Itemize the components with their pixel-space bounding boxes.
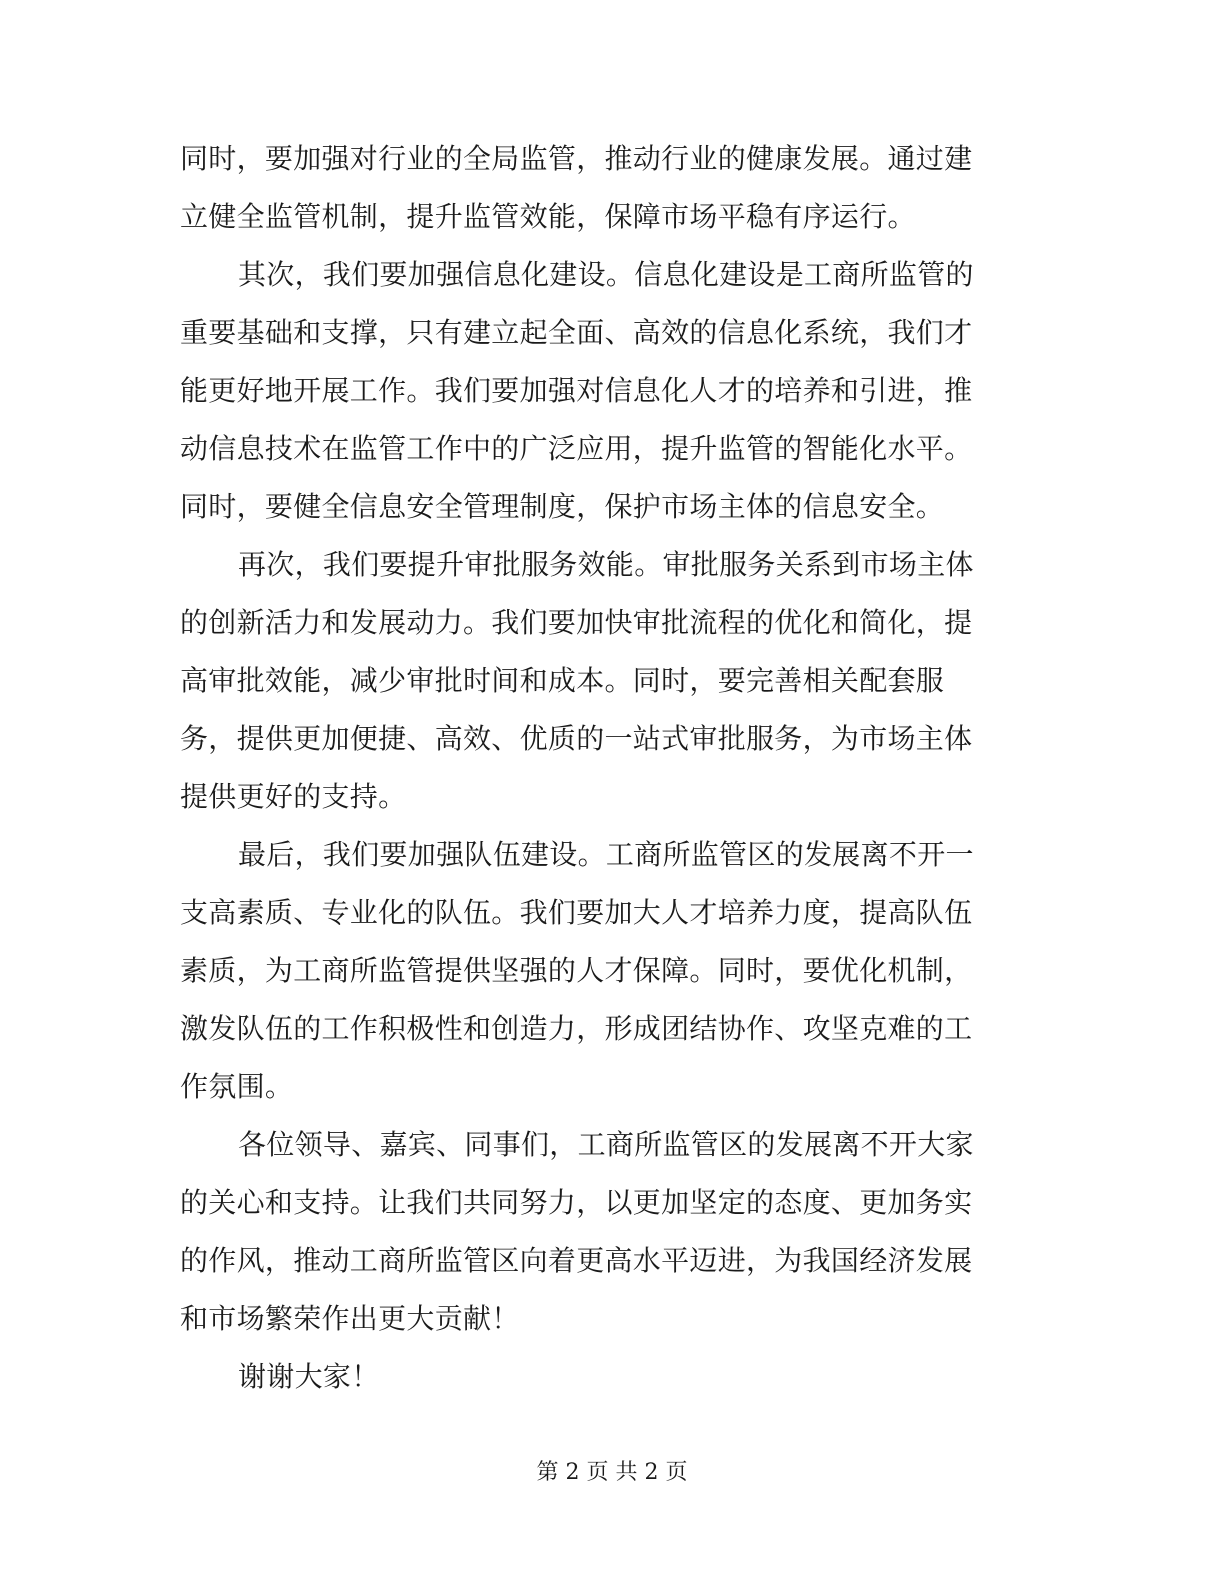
- text-line: 谢谢大家！: [238, 1360, 380, 1393]
- text-line: 和市场繁荣作出更大贡献！: [180, 1302, 520, 1335]
- text-line: 作氛围。: [180, 1070, 294, 1103]
- text-line: 务，提供更加便捷、高效、优质的一站式审批服务，为市场主体: [180, 722, 973, 755]
- text-line: 激发队伍的工作积极性和创造力，形成团结协作、攻坚克难的工: [180, 1012, 973, 1045]
- text-line: 动信息技术在监管工作中的广泛应用，提升监管的智能化水平。: [180, 432, 973, 465]
- text-line: 最后，我们要加强队伍建设。工商所监管区的发展离不开一: [238, 838, 974, 871]
- text-line: 的关心和支持。让我们共同努力，以更加坚定的态度、更加务实: [180, 1186, 973, 1219]
- text-line: 能更好地开展工作。我们要加强对信息化人才的培养和引进，推: [180, 374, 973, 407]
- text-line: 的创新活力和发展动力。我们要加快审批流程的优化和简化，提: [180, 606, 973, 639]
- text-line: 高审批效能，减少审批时间和成本。同时，要完善相关配套服: [180, 664, 945, 697]
- text-line: 重要基础和支撑，只有建立起全面、高效的信息化系统，我们才: [180, 316, 973, 349]
- text-line: 同时，要健全信息安全管理制度，保护市场主体的信息安全。: [180, 490, 945, 523]
- text-line: 再次，我们要提升审批服务效能。审批服务关系到市场主体: [238, 548, 974, 581]
- text-line: 其次，我们要加强信息化建设。信息化建设是工商所监管的: [238, 258, 974, 291]
- text-line: 同时，要加强对行业的全局监管，推动行业的健康发展。通过建: [180, 142, 973, 175]
- text-line: 的作风，推动工商所监管区向着更高水平迈进，为我国经济发展: [180, 1244, 973, 1277]
- text-line: 立健全监管机制，提升监管效能，保障市场平稳有序运行。: [180, 200, 916, 233]
- document-body: [180, 130, 1015, 1406]
- text-line: 提供更好的支持。: [180, 780, 407, 813]
- text-line: 各位领导、嘉宾、同事们，工商所监管区的发展离不开大家: [238, 1128, 974, 1161]
- page-number-footer: 第 2 页 共 2 页: [536, 1460, 688, 1485]
- text-line: 素质，为工商所监管提供坚强的人才保障。同时，要优化机制，: [180, 954, 973, 987]
- text-line: 支高素质、专业化的队伍。我们要加大人才培养力度，提高队伍: [180, 896, 973, 929]
